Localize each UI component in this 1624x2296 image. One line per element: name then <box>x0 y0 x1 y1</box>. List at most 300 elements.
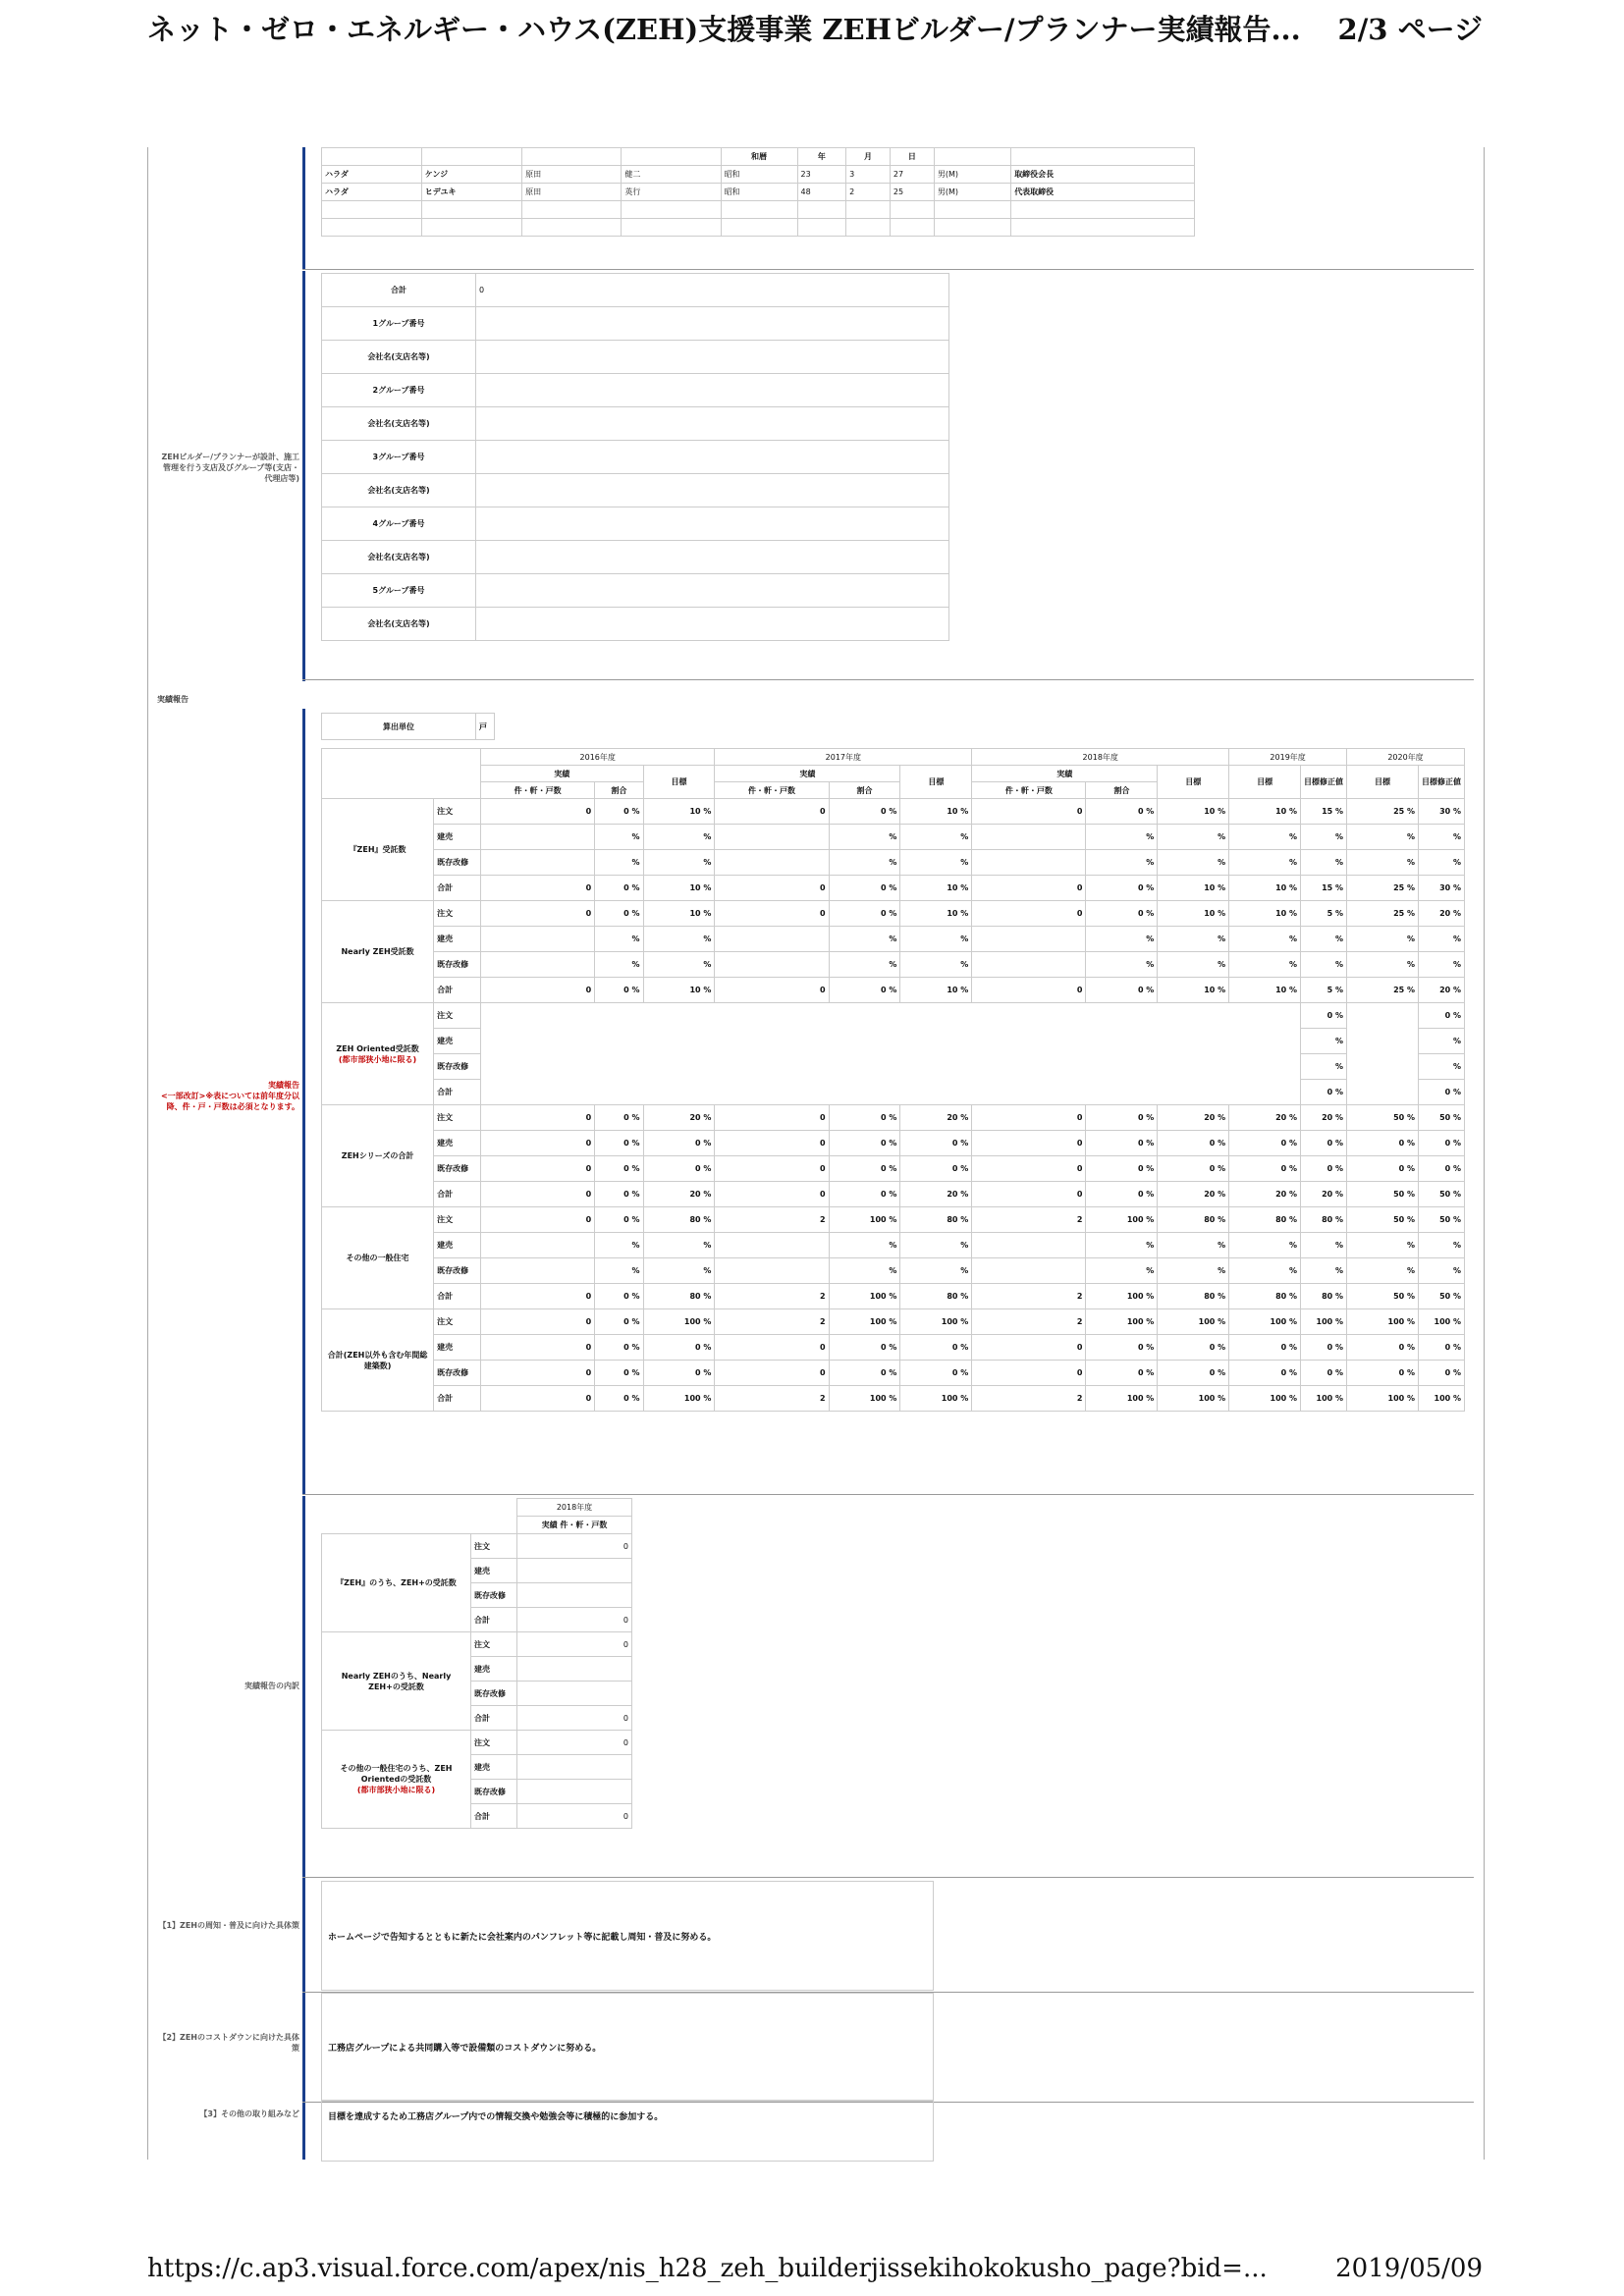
value-cell: 0 % <box>1158 1335 1229 1361</box>
officer-cell: 27 <box>890 166 934 184</box>
value-cell: 0 <box>481 1105 595 1131</box>
value-cell: 10 % <box>900 901 972 927</box>
officer-cell <box>1011 219 1195 237</box>
officers-header-cell <box>934 148 1010 166</box>
group-row-label: 4グループ番号 <box>322 507 476 541</box>
value-cell <box>715 927 829 952</box>
value-cell: % <box>1158 850 1229 876</box>
value-cell: 0 <box>715 1131 829 1156</box>
value-cell: % <box>1419 1054 1465 1080</box>
value-cell <box>715 952 829 978</box>
kind-label: 既存改修 <box>434 952 481 978</box>
measure-label: 【2】ZEHのコストダウンに向けた具体策 <box>158 2033 299 2053</box>
officers-header-cell: 月 <box>846 148 891 166</box>
results-row <box>322 1233 1465 1258</box>
value-cell: 0 <box>972 1131 1086 1156</box>
value-cell: 0 % <box>643 1361 715 1386</box>
value-cell: 0 <box>715 1361 829 1386</box>
divider <box>302 269 1474 270</box>
officer-row <box>322 201 1195 219</box>
value-cell: 20 % <box>1301 1182 1347 1207</box>
value-cell: % <box>1347 952 1419 978</box>
results-row <box>322 799 1465 825</box>
ratio-header: 割合 <box>829 782 900 799</box>
value-cell: % <box>1419 825 1465 850</box>
group-row-value <box>476 541 949 574</box>
value-cell: 0 % <box>829 1182 900 1207</box>
officer-cell <box>934 219 1010 237</box>
value-cell: % <box>1229 1258 1301 1284</box>
results-row <box>322 1258 1465 1284</box>
value-cell: 100 % <box>829 1207 900 1233</box>
value-cell: 0 <box>972 1182 1086 1207</box>
value-cell: % <box>1419 1029 1465 1054</box>
value-cell: % <box>643 952 715 978</box>
year-header: 2017年度 <box>715 749 972 766</box>
value-cell: 100 % <box>829 1386 900 1412</box>
groups-table <box>321 273 949 641</box>
value-cell <box>972 1233 1086 1258</box>
actual-header: 実績 <box>972 766 1158 782</box>
value-cell: 100 % <box>643 1386 715 1412</box>
value-cell: 10 % <box>643 901 715 927</box>
value-cell: 0 % <box>829 799 900 825</box>
value-cell: 100 % <box>1086 1284 1158 1309</box>
officer-cell <box>890 201 934 219</box>
year-header: 2019年度 <box>1229 749 1347 766</box>
group-row-value <box>476 441 949 474</box>
value-cell <box>972 1258 1086 1284</box>
value-cell: 0 % <box>1086 901 1158 927</box>
value-cell: % <box>643 927 715 952</box>
measure-text: 工務店グループによる共同購入等で設備類のコストダウンに努める。 <box>321 1993 934 2101</box>
category-label <box>322 799 434 901</box>
group-row-label: 会社名(支店名等) <box>322 474 476 507</box>
value-cell: 10 % <box>900 978 972 1003</box>
value-cell: 0 % <box>1419 1335 1465 1361</box>
group-row-value <box>476 474 949 507</box>
value-cell: 20 % <box>1158 1105 1229 1131</box>
officer-cell: ハラダ <box>322 166 422 184</box>
value-cell: 0 % <box>829 1105 900 1131</box>
value-cell: 0 % <box>1158 1361 1229 1386</box>
value-cell: 0 % <box>1301 1080 1347 1105</box>
value-cell: 0 % <box>595 1335 643 1361</box>
officer-cell: 原田 <box>522 166 622 184</box>
results-row <box>322 1335 1465 1361</box>
value-cell: % <box>595 927 643 952</box>
kind-label: 建売 <box>434 1131 481 1156</box>
actual-header: 実績 <box>715 766 900 782</box>
value-cell: 30 % <box>1419 799 1465 825</box>
footer-url: https://c.ap3.visual.force.com/apex/nis_h28_zeh_builderjissekihokokusho_page?bid=... <box>147 2254 1268 2283</box>
count-header: 件・軒・戸数 <box>972 782 1086 799</box>
kind-label: 既存改修 <box>471 1583 517 1608</box>
kind-label: 既存改修 <box>434 1156 481 1182</box>
value-cell: 0 % <box>1086 1105 1158 1131</box>
officer-cell: 代表取締役 <box>1011 184 1195 201</box>
category-label <box>322 901 434 1003</box>
value-cell: 100 % <box>1158 1309 1229 1335</box>
value-cell: % <box>1301 1233 1347 1258</box>
value-cell: 0 % <box>1419 1361 1465 1386</box>
officer-cell: 2 <box>846 184 891 201</box>
kind-label: 建売 <box>471 1559 517 1583</box>
value-cell: % <box>900 1233 972 1258</box>
value-cell: % <box>1229 927 1301 952</box>
officer-cell: 3 <box>846 166 891 184</box>
value-cell: 0 % <box>900 1335 972 1361</box>
groups-total-label: 合計 <box>322 274 476 307</box>
group-row-label: 5グループ番号 <box>322 574 476 608</box>
category-name: その他の一般住宅 <box>346 1254 409 1262</box>
results-row <box>322 1207 1465 1233</box>
value-cell: 100 % <box>1158 1386 1229 1412</box>
officer-row <box>322 166 1195 184</box>
group-row-value <box>476 574 949 608</box>
value-cell: 2 <box>715 1309 829 1335</box>
officer-cell: ヒデユキ <box>421 184 521 201</box>
value-cell: 10 % <box>1229 799 1301 825</box>
kind-label: 合計 <box>434 978 481 1003</box>
kind-label: 注文 <box>471 1632 517 1657</box>
value-cell <box>481 1258 595 1284</box>
value-cell: 0 % <box>1347 1156 1419 1182</box>
target-header: 目標 <box>1347 766 1419 799</box>
count-header: 件・軒・戸数 <box>481 782 595 799</box>
value-cell: % <box>1301 927 1347 952</box>
value-cell: 0 % <box>1086 1182 1158 1207</box>
group-row-value <box>476 374 949 407</box>
officer-cell <box>797 201 846 219</box>
measure-label: 【3】その他の取り組みなど <box>199 2109 299 2118</box>
value-cell: 0 <box>481 1386 595 1412</box>
value-cell: % <box>1158 1258 1229 1284</box>
officers-table <box>321 147 1195 237</box>
value-cell: % <box>829 1258 900 1284</box>
year-header: 2016年度 <box>481 749 715 766</box>
breakdown-value: 0 <box>517 1632 632 1657</box>
kind-label: 建売 <box>434 1029 481 1054</box>
results-table <box>321 748 1465 1412</box>
value-cell: 100 % <box>1419 1386 1465 1412</box>
value-cell: 0 <box>972 1335 1086 1361</box>
value-cell: 100 % <box>829 1309 900 1335</box>
value-cell: 0 % <box>595 1131 643 1156</box>
group-row-value <box>476 407 949 441</box>
kind-label: 合計 <box>471 1608 517 1632</box>
value-cell: % <box>1301 952 1347 978</box>
results-side-label <box>157 1080 299 1112</box>
breakdown-category-note: (都市部狭小地に限る) <box>356 1786 436 1794</box>
category-name: Nearly ZEH受託数 <box>341 947 414 956</box>
value-cell <box>972 825 1086 850</box>
kind-label: 注文 <box>471 1534 517 1559</box>
value-cell: % <box>1229 1233 1301 1258</box>
value-cell: 0 % <box>1419 1156 1465 1182</box>
value-cell: 100 % <box>900 1309 972 1335</box>
value-cell: % <box>1301 1258 1347 1284</box>
kind-label: 注文 <box>434 1207 481 1233</box>
value-cell: 10 % <box>1229 901 1301 927</box>
value-cell: 100 % <box>1347 1309 1419 1335</box>
value-cell: 15 % <box>1301 876 1347 901</box>
officer-cell <box>622 219 721 237</box>
results-row <box>322 1386 1465 1412</box>
value-cell: 30 % <box>1419 876 1465 901</box>
breakdown-value <box>517 1583 632 1608</box>
officers-header-cell: 和暦 <box>721 148 797 166</box>
value-cell: 0 % <box>1301 1156 1347 1182</box>
officer-cell: 英行 <box>622 184 721 201</box>
value-cell: 100 % <box>829 1284 900 1309</box>
breakdown-category-name: その他の一般住宅のうち、ZEH Orientedの受託数 <box>340 1764 453 1784</box>
officer-cell: 23 <box>797 166 846 184</box>
value-cell: 0 <box>715 1156 829 1182</box>
value-cell: 50 % <box>1347 1105 1419 1131</box>
unit-table <box>321 713 495 740</box>
value-cell: 0 <box>972 799 1086 825</box>
kind-label: 既存改修 <box>434 1258 481 1284</box>
value-cell: % <box>595 850 643 876</box>
page-number: 2/3 ページ <box>1337 12 1483 46</box>
officer-row <box>322 219 1195 237</box>
value-cell: % <box>1086 825 1158 850</box>
kind-label: 既存改修 <box>434 850 481 876</box>
measure-text: 目標を達成するため工務店グループ内での情報交換や勉強会等に積極的に参加する。 <box>321 2101 934 2162</box>
breakdown-value: 0 <box>517 1608 632 1632</box>
value-cell: 0 % <box>1229 1131 1301 1156</box>
results-row <box>322 952 1465 978</box>
value-cell: 0 % <box>643 1335 715 1361</box>
value-cell: 10 % <box>1158 799 1229 825</box>
category-label <box>322 1309 434 1412</box>
officer-cell <box>890 219 934 237</box>
value-cell: 0 <box>481 978 595 1003</box>
value-cell: 0 % <box>595 1207 643 1233</box>
value-cell: % <box>829 825 900 850</box>
value-cell: 0 % <box>1086 799 1158 825</box>
value-cell: 10 % <box>1158 901 1229 927</box>
value-cell: % <box>829 952 900 978</box>
results-row <box>322 1361 1465 1386</box>
officer-cell <box>522 219 622 237</box>
value-cell: 0 % <box>1086 1335 1158 1361</box>
value-cell: 0 % <box>1158 1131 1229 1156</box>
value-cell: % <box>1158 1233 1229 1258</box>
value-cell <box>972 850 1086 876</box>
value-cell: % <box>1229 850 1301 876</box>
kind-label: 既存改修 <box>471 1682 517 1706</box>
section-bar <box>302 1879 305 2160</box>
value-cell: 0 <box>715 876 829 901</box>
results-row <box>322 1309 1465 1335</box>
value-cell: 100 % <box>1229 1386 1301 1412</box>
value-cell: 0 % <box>595 1386 643 1412</box>
value-cell: 0 <box>972 1105 1086 1131</box>
value-cell: 10 % <box>1158 876 1229 901</box>
breakdown-header-blank <box>322 1499 517 1534</box>
category-note: (都市部狭小地に限る) <box>338 1054 417 1064</box>
value-cell: 80 % <box>900 1284 972 1309</box>
value-cell: % <box>1086 850 1158 876</box>
value-cell: 0 % <box>1158 1156 1229 1182</box>
unit-label: 算出単位 <box>322 714 476 740</box>
results-section-title: 実績報告 <box>157 695 189 704</box>
group-row-label: 2グループ番号 <box>322 374 476 407</box>
breakdown-value: 0 <box>517 1706 632 1731</box>
value-cell: % <box>1086 952 1158 978</box>
value-cell: 0 % <box>1086 876 1158 901</box>
officer-row <box>322 184 1195 201</box>
value-cell: 25 % <box>1347 876 1419 901</box>
breakdown-value: 0 <box>517 1534 632 1559</box>
value-cell: % <box>829 1233 900 1258</box>
value-cell: 0 % <box>1086 1361 1158 1386</box>
officers-header-cell <box>522 148 622 166</box>
value-cell: % <box>1419 1233 1465 1258</box>
value-cell: % <box>595 952 643 978</box>
value-cell: 0 <box>481 1309 595 1335</box>
group-row-label: 1グループ番号 <box>322 307 476 341</box>
officer-cell: 48 <box>797 184 846 201</box>
section-bar <box>302 709 305 1494</box>
value-cell: % <box>1419 850 1465 876</box>
group-row-label: 会社名(支店名等) <box>322 407 476 441</box>
value-cell: 100 % <box>1419 1309 1465 1335</box>
officer-cell <box>322 219 422 237</box>
kind-label: 合計 <box>434 1386 481 1412</box>
value-cell: % <box>1086 927 1158 952</box>
officer-cell <box>846 219 891 237</box>
results-row <box>322 927 1465 952</box>
officer-cell <box>421 201 521 219</box>
value-cell: 80 % <box>900 1207 972 1233</box>
value-cell: 25 % <box>1347 799 1419 825</box>
officer-cell <box>421 219 521 237</box>
category-label <box>322 1003 434 1105</box>
page-header <box>147 8 1483 47</box>
breakdown-value <box>517 1657 632 1682</box>
results-row <box>322 1003 1465 1029</box>
group-row-value <box>476 307 949 341</box>
value-cell: 0 % <box>1347 1361 1419 1386</box>
group-row-label: 3グループ番号 <box>322 441 476 474</box>
value-cell <box>972 927 1086 952</box>
officer-cell <box>797 219 846 237</box>
category-label <box>322 1105 434 1207</box>
results-row <box>322 825 1465 850</box>
group-row-value <box>476 608 949 641</box>
value-cell: % <box>829 850 900 876</box>
value-cell: 0 <box>481 1156 595 1182</box>
value-cell: 0 % <box>1301 1361 1347 1386</box>
value-cell: % <box>1301 850 1347 876</box>
value-cell: 100 % <box>1229 1309 1301 1335</box>
divider <box>302 1494 1474 1495</box>
value-cell: 0 <box>972 1361 1086 1386</box>
breakdown-category <box>322 1632 471 1731</box>
target-header: 目標 <box>643 766 715 799</box>
value-cell: 0 <box>972 876 1086 901</box>
officer-cell: 男(M) <box>934 166 1010 184</box>
value-cell: % <box>643 850 715 876</box>
value-cell: 10 % <box>1158 978 1229 1003</box>
actual-header: 実績 <box>481 766 644 782</box>
divider <box>302 679 1474 680</box>
value-cell: 0 % <box>829 901 900 927</box>
divider <box>302 1877 1474 1878</box>
measure-text: ホームページで告知するとともに新たに会社案内のパンフレット等に記載し周知・普及に努める。 <box>321 1881 934 1991</box>
year-header: 2020年度 <box>1347 749 1465 766</box>
value-cell: % <box>1347 1258 1419 1284</box>
value-cell: 50 % <box>1419 1182 1465 1207</box>
officer-cell: 25 <box>890 184 934 201</box>
value-cell: % <box>1347 850 1419 876</box>
value-cell: 0 <box>481 1131 595 1156</box>
value-cell: 0 <box>481 1207 595 1233</box>
kind-label: 建売 <box>434 825 481 850</box>
value-cell: 0 <box>481 876 595 901</box>
value-cell: 0 % <box>595 1182 643 1207</box>
value-cell: % <box>1347 927 1419 952</box>
category-name: 『ZEH』受託数 <box>349 845 406 854</box>
value-cell: % <box>900 850 972 876</box>
ratio-header: 割合 <box>1086 782 1158 799</box>
count-header: 件・軒・戸数 <box>715 782 829 799</box>
value-cell: 0 <box>715 1335 829 1361</box>
value-cell: 5 % <box>1301 901 1347 927</box>
value-cell <box>972 952 1086 978</box>
value-cell: 100 % <box>1301 1386 1347 1412</box>
value-cell: 0 % <box>1419 1131 1465 1156</box>
value-cell: 50 % <box>1347 1182 1419 1207</box>
value-cell: % <box>1158 825 1229 850</box>
groups-section-label: ZEHビルダー/プランナーが設計、施工管理を行う支店及びグループ等(支店・代理店等) <box>161 453 299 483</box>
value-cell: 20 % <box>1158 1182 1229 1207</box>
officers-header-cell <box>322 148 422 166</box>
value-cell: % <box>900 1258 972 1284</box>
value-cell: 0 <box>715 901 829 927</box>
officer-cell <box>721 201 797 219</box>
category-name: ZEH Oriented受託数 <box>336 1043 419 1053</box>
value-cell <box>715 1258 829 1284</box>
officers-header-cell <box>421 148 521 166</box>
officer-cell: ケンジ <box>421 166 521 184</box>
value-cell: 2 <box>972 1207 1086 1233</box>
results-row <box>322 1131 1465 1156</box>
results-row <box>322 901 1465 927</box>
target-revised-header: 目標修正値 <box>1419 766 1465 799</box>
value-cell: 20 % <box>900 1182 972 1207</box>
value-cell: 0 % <box>1086 978 1158 1003</box>
value-cell <box>481 927 595 952</box>
value-cell: % <box>1419 927 1465 952</box>
value-cell: 25 % <box>1347 901 1419 927</box>
breakdown-value: 0 <box>517 1804 632 1829</box>
value-cell: 0 % <box>1301 1003 1347 1029</box>
kind-label: 注文 <box>434 901 481 927</box>
results-row <box>322 1156 1465 1182</box>
document-title: ネット・ゼロ・エネルギー・ハウス(ZEH)支援事業 ZEHビルダー/プランナー実績報告... <box>147 12 1301 46</box>
value-cell: 20 % <box>1301 1105 1347 1131</box>
value-cell: 0 % <box>829 1131 900 1156</box>
value-cell: 50 % <box>1419 1284 1465 1309</box>
results-row <box>322 1182 1465 1207</box>
value-cell: 2 <box>715 1207 829 1233</box>
officer-cell: ハラダ <box>322 184 422 201</box>
value-cell: 100 % <box>643 1309 715 1335</box>
